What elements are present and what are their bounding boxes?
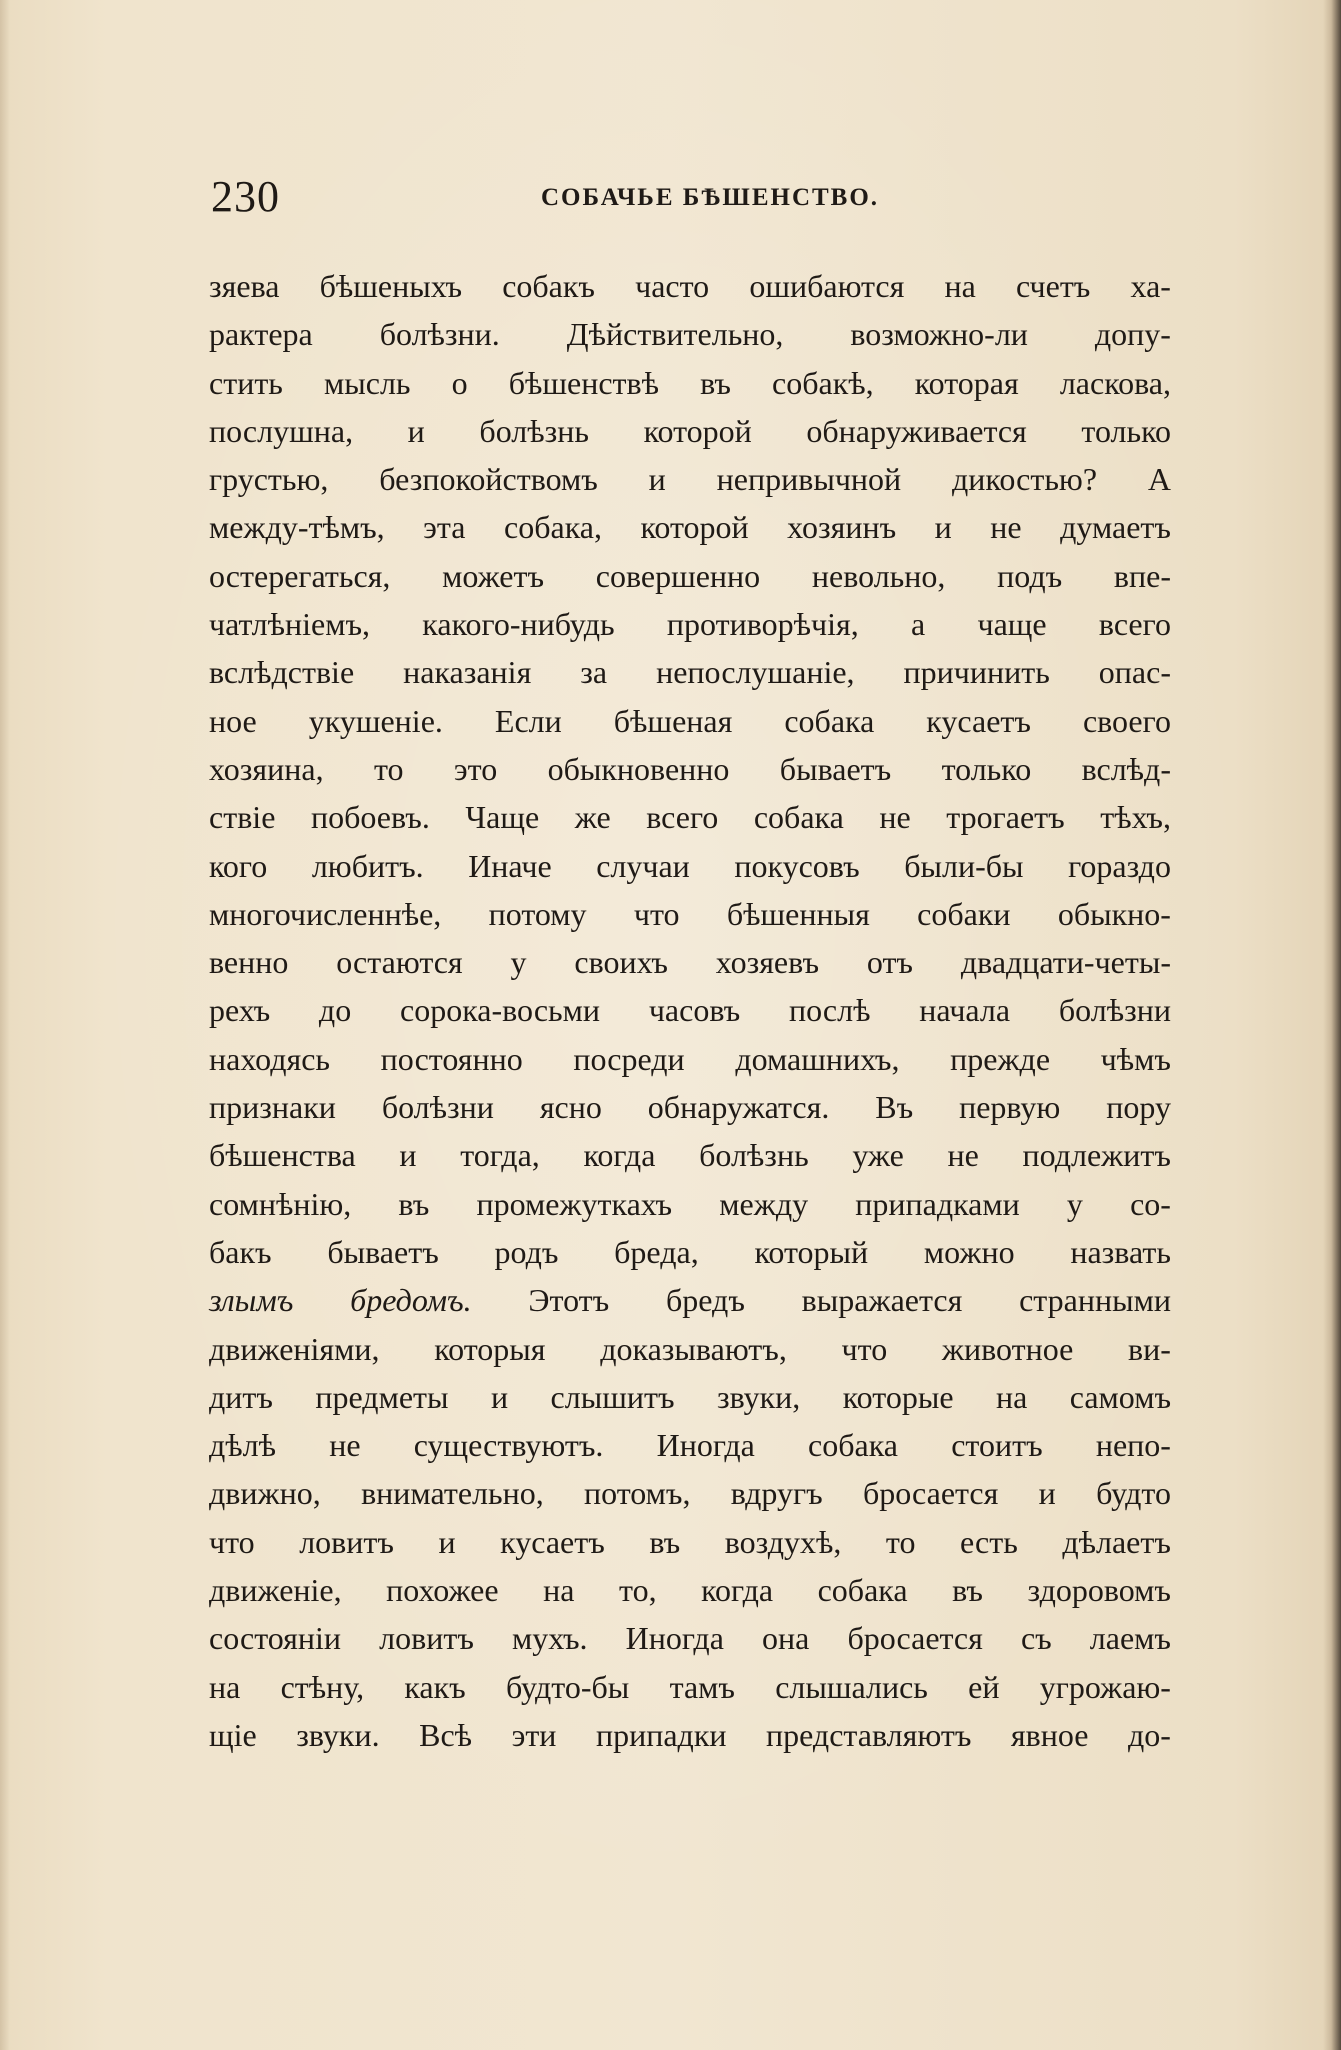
word: всего: [1098, 606, 1171, 643]
text-line: [209, 1035, 1171, 1083]
word: которые: [842, 1378, 954, 1415]
word: допу-: [1094, 316, 1171, 353]
word: Чаще: [465, 799, 540, 836]
word: подъ: [997, 557, 1063, 594]
text-line: [209, 890, 1171, 938]
word: прежде: [950, 1040, 1051, 1077]
word: наказанія: [403, 654, 532, 691]
text-line: [209, 359, 1171, 407]
word: всего: [646, 799, 719, 836]
word: бросается: [847, 1620, 983, 1657]
word: находясь: [209, 1040, 330, 1077]
word: и: [438, 1523, 456, 1560]
word: болѣзнь: [699, 1137, 809, 1174]
word: ное: [209, 702, 257, 739]
word: совершенно: [595, 557, 761, 594]
word: постоянно: [380, 1040, 523, 1077]
word: и: [399, 1137, 417, 1174]
word: назвать: [1070, 1233, 1171, 1270]
text-line: [209, 1373, 1171, 1421]
word: грустью,: [209, 461, 329, 498]
word: обнаружатся.: [647, 1089, 830, 1126]
word: предметы: [315, 1378, 449, 1415]
word: ясно: [539, 1089, 602, 1126]
word: бываетъ: [327, 1233, 439, 1270]
word: Иногда: [656, 1427, 755, 1464]
word: часто: [635, 268, 710, 304]
word: когда: [583, 1137, 656, 1174]
word: были-бы: [904, 847, 1024, 884]
word: бѣшенствѣ: [508, 364, 659, 401]
word: которая: [914, 364, 1019, 401]
word: кого: [209, 847, 268, 884]
word: это: [453, 750, 498, 787]
word: противорѣчія,: [666, 606, 859, 643]
word: собака,: [504, 509, 602, 546]
word: выражается: [801, 1282, 963, 1319]
word: что: [209, 1523, 255, 1560]
word: что: [841, 1330, 888, 1367]
word: домашнихъ,: [735, 1040, 900, 1077]
word: то: [885, 1523, 916, 1560]
word: у: [510, 944, 527, 981]
word: бросается: [862, 1475, 999, 1512]
word: можно: [923, 1233, 1015, 1270]
word: а: [910, 606, 926, 643]
word: припадки: [595, 1716, 727, 1753]
word: ловитъ: [379, 1620, 474, 1657]
word: и: [407, 412, 425, 449]
text-line: [209, 938, 1171, 986]
word: собака: [817, 1572, 908, 1609]
word: доказываютъ,: [600, 1330, 787, 1367]
text-line: [209, 552, 1171, 600]
word: и: [1038, 1475, 1056, 1512]
word: мысль: [323, 364, 411, 401]
word: въ: [700, 364, 731, 401]
text-line: [209, 745, 1171, 793]
word: же: [574, 799, 611, 836]
word: за: [580, 654, 608, 691]
word: на: [209, 1668, 241, 1705]
word: Дѣйствительно,: [566, 316, 784, 353]
word: представляютъ: [766, 1716, 972, 1753]
word: ви-: [1128, 1330, 1171, 1367]
text-line: [209, 1421, 1171, 1469]
word: похожее: [386, 1572, 499, 1609]
text-line: [209, 1276, 1171, 1324]
word: лаемъ: [1089, 1620, 1171, 1657]
word: хозяина,: [209, 750, 324, 787]
word: послѣ: [788, 992, 871, 1029]
word: бѣшеная: [613, 702, 733, 739]
word: дѣлѣ: [209, 1427, 276, 1464]
word: бѣшеныхъ: [319, 268, 463, 304]
word: можетъ: [442, 557, 544, 594]
word: которой: [640, 509, 749, 546]
word: остерегаться,: [209, 557, 391, 594]
text-line: [209, 600, 1171, 648]
word: она: [762, 1620, 810, 1657]
word: только: [941, 750, 1032, 787]
word: эти: [511, 1716, 557, 1753]
word: невольно,: [811, 557, 946, 594]
word: слышались: [775, 1668, 928, 1705]
text-line: [209, 1614, 1171, 1662]
word: болѣзнь: [479, 412, 589, 449]
word: рехъ: [209, 992, 271, 1029]
word: безпокойствомъ: [379, 461, 598, 498]
word: болѣзни.: [379, 316, 500, 353]
text-line: [209, 1711, 1171, 1759]
word: стѣну,: [280, 1668, 365, 1705]
text-line: [209, 503, 1171, 551]
word: счетъ: [1015, 268, 1091, 304]
word: какого-нибудь: [422, 606, 615, 643]
word: между-тѣмъ,: [209, 509, 385, 546]
word: кусаетъ: [500, 1523, 605, 1560]
word: что: [633, 895, 680, 932]
word: Въ: [875, 1089, 914, 1126]
word: здоровомъ: [1027, 1572, 1171, 1609]
body-text: [209, 262, 1171, 1759]
word: на: [995, 1378, 1028, 1415]
word: бреда,: [614, 1233, 699, 1270]
page-right-shadow: [1323, 0, 1341, 2050]
word: трогаетъ: [946, 799, 1065, 836]
word: своего: [1082, 702, 1171, 739]
text-line: [209, 262, 1171, 310]
word: щіе: [209, 1716, 257, 1753]
word: обнаруживается: [806, 412, 1027, 449]
word: укушеніе.: [308, 702, 443, 739]
word: отъ: [866, 944, 913, 981]
word: звуки,: [716, 1378, 801, 1415]
word: не: [329, 1427, 361, 1464]
word: сомнѣнію,: [209, 1185, 352, 1222]
word: вслѣд-: [1081, 750, 1171, 787]
word: бываетъ: [779, 750, 892, 787]
running-title: СОБАЧЬЕ БѢШЕНСТВО.: [541, 184, 880, 211]
word: обыкновенно: [547, 750, 730, 787]
word: собаки: [917, 895, 1011, 932]
word: слышитъ: [550, 1378, 675, 1415]
word: дикостью?: [952, 461, 1098, 498]
word: то: [373, 750, 404, 787]
word: о: [451, 364, 468, 401]
word: въ: [398, 1185, 430, 1222]
word: внимательно,: [361, 1475, 544, 1512]
word: покусовъ: [734, 847, 860, 884]
word: гораздо: [1068, 847, 1171, 884]
word: тамъ: [669, 1668, 735, 1705]
text-line: [209, 1325, 1171, 1373]
text-line: [209, 407, 1171, 455]
word: чатлѣніемъ,: [209, 606, 371, 643]
word: и: [490, 1378, 509, 1415]
word: зяева: [209, 268, 280, 304]
word: бѣшенства: [209, 1137, 356, 1174]
word: признаки: [209, 1089, 336, 1126]
text-line: [209, 1131, 1171, 1179]
word: Иначе: [468, 847, 552, 884]
word: эта: [423, 509, 466, 546]
word: есть: [960, 1523, 1018, 1560]
word: ствіе: [209, 799, 276, 836]
text-line: [209, 842, 1171, 890]
word: когда: [701, 1572, 774, 1609]
word: собака: [753, 799, 844, 836]
word: и: [648, 461, 666, 498]
word: то,: [619, 1572, 657, 1609]
word: ха-: [1130, 268, 1171, 304]
word: ошибаются: [749, 268, 905, 304]
word: не: [947, 1137, 979, 1174]
word: болѣзни: [381, 1089, 494, 1126]
word: собака: [784, 702, 875, 739]
text-line: [209, 1518, 1171, 1566]
word: съ: [1020, 1620, 1052, 1657]
word: А: [1147, 461, 1171, 498]
word: родъ: [494, 1233, 559, 1270]
word: чѣмъ: [1100, 1040, 1171, 1077]
text-line: [209, 648, 1171, 696]
word: стить: [209, 364, 283, 401]
word: ласкова,: [1059, 364, 1171, 401]
word: ловитъ: [299, 1523, 394, 1560]
text-line: [209, 1663, 1171, 1711]
word: состояніи: [209, 1620, 342, 1657]
word: хозяинъ: [787, 509, 897, 546]
word: Этотъ: [528, 1282, 610, 1319]
word: чаще: [977, 606, 1047, 643]
word: собакъ: [502, 268, 595, 304]
word: бакъ: [209, 1233, 272, 1270]
word: потому: [488, 895, 587, 932]
text-line: [209, 1566, 1171, 1614]
word: обыкно-: [1057, 895, 1171, 932]
word: злымъ: [209, 1282, 294, 1319]
word: въ: [952, 1572, 983, 1609]
word: потомъ,: [584, 1475, 691, 1512]
word: угрожаю-: [1039, 1668, 1171, 1705]
word: припадками: [855, 1185, 1020, 1222]
word: и: [934, 509, 952, 546]
text-line: [209, 986, 1171, 1034]
word: Если: [494, 702, 562, 739]
word: которой: [643, 412, 752, 449]
word: дѣлаетъ: [1062, 1523, 1171, 1560]
word: промежуткахъ: [476, 1185, 673, 1222]
word: дитъ: [209, 1378, 273, 1415]
word: сорока-восьми: [400, 992, 600, 1029]
text-line: [209, 1083, 1171, 1131]
page-number: 230: [211, 172, 280, 221]
word: движеніями,: [209, 1330, 380, 1367]
word: будто-бы: [505, 1668, 630, 1705]
word: до-: [1127, 1716, 1171, 1753]
word: пору: [1106, 1089, 1171, 1126]
page-left-shadow: [0, 0, 10, 2050]
word: кусаетъ: [926, 702, 1031, 739]
word: любитъ.: [311, 847, 424, 884]
word: которыя: [434, 1330, 546, 1367]
word: звуки.: [296, 1716, 380, 1753]
word: часовъ: [648, 992, 741, 1029]
word: на: [543, 1572, 575, 1609]
word: до: [318, 992, 352, 1029]
word: у: [1066, 1185, 1083, 1222]
word: который: [754, 1233, 869, 1270]
word: причинить: [903, 654, 1050, 691]
word: двадцати-четы-: [960, 944, 1171, 981]
text-line: [209, 1228, 1171, 1276]
word: воздухѣ,: [724, 1523, 842, 1560]
word: непо-: [1095, 1427, 1171, 1464]
word: только: [1081, 412, 1171, 449]
word: опас-: [1098, 654, 1171, 691]
word: на: [944, 268, 976, 304]
word: думаетъ: [1060, 509, 1171, 546]
text-line: [209, 1469, 1171, 1517]
text-line: [209, 455, 1171, 503]
word: послушна,: [209, 412, 354, 449]
word: мухъ.: [511, 1620, 588, 1657]
word: венно: [209, 944, 289, 981]
word: самомъ: [1069, 1378, 1171, 1415]
word: вслѣдствіе: [209, 654, 355, 691]
word: хозяевъ: [715, 944, 819, 981]
text-line: [209, 310, 1171, 358]
text-line: [209, 1180, 1171, 1228]
word: Иногда: [625, 1620, 724, 1657]
word: остаются: [336, 944, 463, 981]
word: побоевъ.: [310, 799, 430, 836]
word: движно,: [209, 1475, 321, 1512]
word: посреди: [573, 1040, 685, 1077]
word: собака: [808, 1427, 898, 1464]
word: тогда,: [460, 1137, 540, 1174]
word: ей: [968, 1668, 1000, 1705]
word: бѣшенныя: [726, 895, 870, 932]
word: возможно-ли: [850, 316, 1028, 353]
word: странными: [1019, 1282, 1171, 1319]
word: собакѣ,: [772, 364, 874, 401]
word: многочисленнѣе,: [209, 895, 442, 932]
word: между: [719, 1185, 809, 1222]
word: непослушаніе,: [656, 654, 855, 691]
word: какъ: [404, 1668, 466, 1705]
word: первую: [959, 1089, 1061, 1126]
word: существуютъ.: [413, 1427, 604, 1464]
word: животное: [941, 1330, 1074, 1367]
word: въ: [649, 1523, 681, 1560]
word: непривычной: [716, 461, 902, 498]
word: случаи: [596, 847, 690, 884]
text-line: [209, 793, 1171, 841]
word: начала: [919, 992, 1011, 1029]
word: стоитъ: [951, 1427, 1043, 1464]
word: Всѣ: [419, 1716, 473, 1753]
word: явное: [1010, 1716, 1089, 1753]
word: тѣхъ,: [1100, 799, 1171, 836]
page-header: [211, 162, 1171, 232]
word: уже: [852, 1137, 904, 1174]
word: бредомъ.: [350, 1282, 472, 1319]
word: бредъ: [665, 1282, 745, 1319]
word: вдругъ: [730, 1475, 823, 1512]
text-line: [209, 697, 1171, 745]
word: со-: [1130, 1185, 1171, 1222]
word: подлежитъ: [1022, 1137, 1171, 1174]
word: будто: [1096, 1475, 1171, 1512]
word: не: [990, 509, 1022, 546]
word: движеніе,: [209, 1572, 342, 1609]
word: болѣзни: [1058, 992, 1171, 1029]
word: впе-: [1113, 557, 1171, 594]
word: своихъ: [574, 944, 668, 981]
word: не: [879, 799, 911, 836]
word: рактера: [209, 316, 313, 353]
